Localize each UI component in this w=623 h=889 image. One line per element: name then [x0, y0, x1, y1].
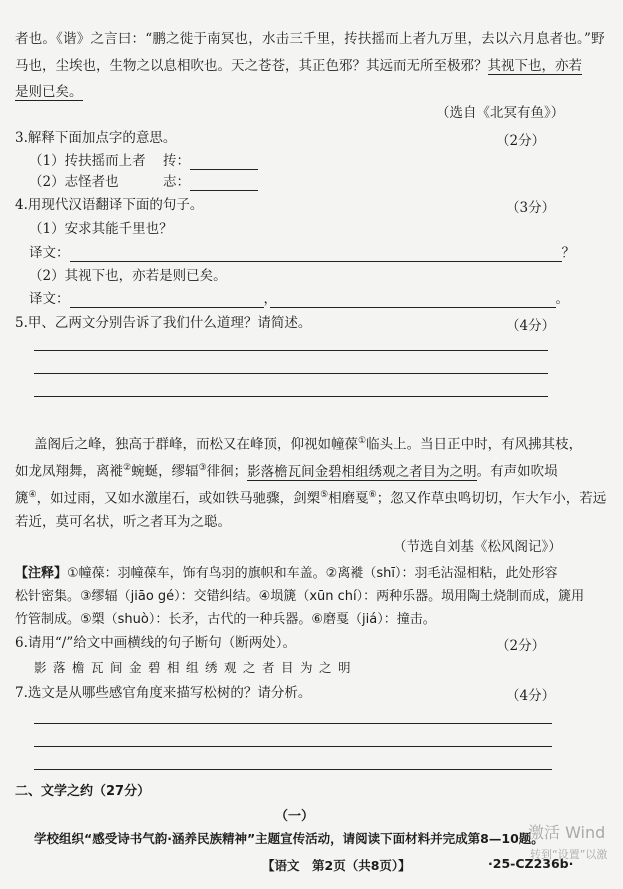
q5-answer-line-3[interactable] [34, 396, 548, 397]
passage1-line1: 者也。《谐》之言曰：“鹏之徙于南冥也，水击三千里，抟扶摇而上者九万里，去以六月息者也。”野 [15, 31, 605, 47]
q3-item1-blank[interactable] [190, 169, 258, 170]
q3-item2-answer [163, 173, 258, 191]
passage2-line1 [34, 432, 582, 454]
q4-label2: 译文： [29, 291, 70, 307]
section2-part: （一） [275, 809, 315, 824]
passage2-line3 [15, 486, 606, 508]
q7-title: 7.选文是从哪些感官角度来描写松树的？请分析。 [15, 685, 312, 701]
q7-score: （4分） [506, 688, 556, 704]
passage2-line1a: 盖阁后之峰，独高于群峰，而松又在峰顶，仰视如幢葆 [34, 436, 358, 453]
q4-end1: ？ [561, 245, 575, 261]
q4-label1: 译文： [29, 245, 70, 261]
q4-item1: （1）安求其能千里也？ [29, 221, 173, 237]
q3-title: 3.解释下面加点字的意思。 [15, 130, 177, 146]
q7-answer-line-2[interactable] [34, 746, 552, 747]
passage2-line4: 若近，莫可名状，听之者耳为之聪。 [15, 514, 231, 530]
q4-title: 4.用现代汉语翻译下面的句子。 [15, 197, 204, 213]
notes-text-1: ①幢葆：羽幢葆车，饰有鸟羽的旗帜和车盖。②离褷（shī）：羽毛沾湿相粘，此处形容 [67, 566, 558, 581]
passage2-line3a: 篪 [15, 490, 29, 507]
passage2-line1b: 临头上。当日正中时，有风拂其枝， [366, 436, 583, 453]
q4-end2: 。 [555, 291, 569, 307]
q5-title: 5.甲、乙两文分别告诉了我们什么道理？请简述。 [15, 315, 312, 331]
q4-answer2: 译文： ， 。 [29, 291, 569, 307]
q3-item2-char: 志： [163, 174, 190, 190]
q3-item2: （2）志怪者也 [29, 174, 119, 190]
passage2-underlined-sentence: 影落檐瓦间金碧相组绣观之者目为之明 [247, 463, 477, 480]
note-ref-5: ⑤ [320, 490, 329, 500]
section2-intro: 学校组织“感受诗书气韵·涵养民族精神”主题宣传活动，请阅读下面材料并完成第8—10题。 [34, 831, 544, 846]
q5-answer-line-2[interactable] [34, 373, 548, 374]
q3-item1-char: 抟： [163, 153, 190, 169]
watermark-settings: 转到“设置”以激 [530, 848, 608, 861]
passage1-source: （选自《北冥有鱼》） [436, 105, 565, 121]
passage2-line2a: 如龙凤翔舞，离褷 [15, 463, 123, 480]
passage2-line2c: 缪辐 [171, 463, 199, 480]
passage1-line2-text: 马也，尘埃也，生物之以息相吹也。天之苍苍，其正色邪？其远而无所至极邪？ [15, 58, 488, 74]
watermark-activate: 激活 Wind [528, 823, 606, 842]
q4-answer2-blank-b[interactable] [270, 307, 556, 308]
passage1-line2 [15, 57, 582, 75]
passage1-line3 [15, 83, 83, 101]
q3-item2-blank[interactable] [190, 190, 258, 191]
passage1-underlined-end: 是则已矣。 [15, 84, 83, 100]
note-ref-1: ① [358, 436, 367, 446]
q7-answer-line-3[interactable] [34, 769, 552, 770]
footer-code: ·25-CZ236b· [488, 856, 574, 871]
q4-answer1 [29, 244, 575, 262]
q3-item1-answer [163, 152, 258, 170]
footer-page: 【语文 第2页（共8页）】 [262, 858, 411, 873]
passage2-line2f: 。有声如吹埙 [476, 463, 558, 480]
passage2-line2d: 徘徊； [206, 463, 248, 480]
q4-item2: （2）其视下也，亦若是则已矣。 [29, 268, 227, 284]
note-ref-6: ⑥ [368, 490, 377, 500]
q7-answer-line-1[interactable] [34, 723, 552, 724]
q5-score: （4分） [506, 318, 556, 334]
passage2-line3d: ；忽又作草虫鸣切切，乍大乍小，若远 [376, 490, 607, 507]
q5-answer-line-1[interactable] [34, 350, 548, 351]
note-ref-2: ② [123, 463, 132, 473]
passage1-underlined-sentence: 其视下也，亦若 [487, 58, 582, 74]
passage2-line3b: ，如过雨，又如水激崖石，或如铁马驰骤，剑槊 [36, 490, 321, 507]
notes-label: 【注释】 [15, 566, 68, 581]
passage2-line2 [15, 459, 558, 481]
note-ref-4: ④ [28, 490, 37, 500]
passage2-source: （节选自刘基《松风阁记》） [393, 539, 562, 555]
q4-answer1-blank[interactable] [70, 261, 562, 262]
section2-title: 二、文学之约（27分） [15, 784, 151, 799]
passage2-line2b: 蜿蜒， [131, 463, 172, 480]
notes-line3: 竹管制成。⑤槊（shuò）：长矛，古代的一种兵器。⑥磨戛（jiá）：撞击。 [15, 612, 436, 627]
q4-score: （3分） [506, 200, 556, 216]
notes-line2: 松针密集。③缪辐（jiāo gé）：交错纠结。④埙篪（xūn chí）：两种乐器。埙用陶土烧制而成，篪用 [15, 589, 585, 604]
q3-item1: （1）抟扶摇而上者 [29, 153, 146, 169]
q6-title: 6.请用“/”给文中画横线的句子断句（断两处）。 [15, 635, 296, 651]
q4-answer2-blank-a[interactable] [70, 307, 264, 308]
q6-score: （2分） [496, 638, 546, 654]
passage2-line3c: 相磨戛 [328, 490, 369, 507]
q3-score: （2分） [496, 133, 546, 149]
note-ref-3: ③ [198, 463, 207, 473]
notes-line1 [15, 565, 557, 583]
q6-sentence[interactable]: 影落檐瓦间金碧相组绣观之者目为之明 [34, 660, 358, 675]
